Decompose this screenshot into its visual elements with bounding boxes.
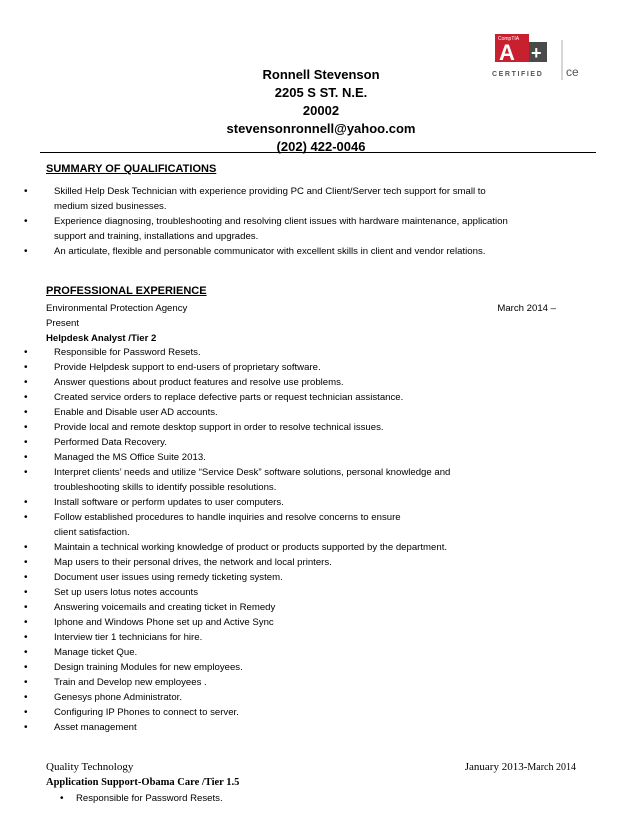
bullet-icon: • — [24, 216, 28, 227]
logo-a-letter: A — [499, 40, 515, 65]
job1-duty-item-line: Install software or perform updates to user computers. — [54, 497, 284, 508]
job1-duty-item — [24, 375, 450, 390]
job1-duty-item — [24, 360, 450, 375]
job1-duty-item — [24, 615, 450, 630]
bullet-icon: • — [24, 497, 28, 508]
bullet-icon: • — [24, 707, 28, 718]
job2-date — [465, 760, 576, 775]
job1-duty-item — [24, 705, 450, 720]
summary-item — [24, 244, 508, 259]
bullet-icon: • — [60, 793, 64, 804]
logo-comptia-text: CompTIA — [498, 36, 520, 42]
job1-duties-list — [24, 345, 451, 735]
job1-duty-item — [24, 450, 450, 465]
job1-duty-item-line: Interview tier 1 technicians for hire. — [54, 632, 203, 643]
bullet-icon: • — [24, 662, 28, 673]
bullet-icon: • — [24, 407, 28, 418]
bullet-icon: • — [24, 422, 28, 433]
job2-employer: Quality Technology — [46, 761, 134, 773]
job1-duty-item — [24, 645, 450, 660]
email-address[interactable]: stevensonronnell@yahoo.com — [226, 121, 416, 136]
job2-duties-list — [60, 791, 223, 806]
bullet-icon: • — [24, 557, 28, 568]
job1-duty-item — [24, 540, 450, 555]
candidate-name: Ronnell Stevenson — [262, 67, 380, 82]
job2-duty-item-line: Responsible for Password Resets. — [76, 793, 223, 804]
job1-duty-item — [24, 720, 450, 735]
bullet-icon: • — [24, 722, 28, 733]
job1-duty-item-line: Performed Data Recovery. — [54, 437, 167, 448]
job1-duty-item-line: Asset management — [54, 722, 137, 733]
bullet-icon: • — [24, 246, 28, 257]
bullet-icon: • — [24, 467, 28, 478]
job1-duty-item-line: Provide Helpdesk support to end-users of proprietary software. — [54, 362, 321, 373]
bullet-icon: • — [24, 587, 28, 598]
summary-item-line: An articulate, flexible and personable communicator with excellent skills in client and vendor relations. — [54, 246, 486, 257]
summary-item-line: Experience diagnosing, troubleshooting and resolving client issues with hardware maintenance, application — [54, 216, 508, 227]
job1-duty-item-line: Iphone and Windows Phone set up and Active Sync — [54, 617, 274, 628]
bullet-icon: • — [24, 392, 28, 403]
bullet-icon: • — [24, 347, 28, 358]
contact-header — [160, 66, 482, 156]
job1-duty-item-line: Genesys phone Administrator. — [54, 692, 182, 703]
job1-duty-item-line: Map users to their personal drives, the network and local printers. — [54, 557, 332, 568]
job1-duty-item — [24, 495, 450, 510]
phone-number: (202) 422-0046 — [276, 139, 366, 154]
job1-duty-item — [24, 435, 450, 450]
job1-duty-item — [24, 555, 450, 570]
logo-plus-sign: + — [531, 43, 542, 63]
job1-duty-item-line: Provide local and remote desktop support in order to resolve technical issues. — [54, 422, 384, 433]
job1-duty-item-line: Document user issues using remedy ticketing system. — [54, 572, 283, 583]
job1-duty-item-line: Created service orders to replace defective parts or request technician assistance. — [54, 392, 404, 403]
job1-duty-item — [24, 570, 450, 585]
job2-duty-item — [60, 791, 223, 806]
header-divider — [40, 152, 596, 153]
job1-duty-item — [24, 465, 451, 495]
bullet-icon: • — [24, 677, 28, 688]
bullet-icon: • — [24, 452, 28, 463]
job1-duty-item — [24, 510, 450, 540]
job2-date-start: January 2013- — [464, 761, 528, 773]
bullet-icon: • — [24, 617, 28, 628]
job1-duty-item-line: Design training Modules for new employees. — [54, 662, 243, 673]
comptia-a-plus-certified-logo — [489, 32, 589, 84]
bullet-icon: • — [24, 186, 28, 197]
summary-item — [24, 214, 508, 244]
bullet-icon: • — [24, 602, 28, 613]
bullet-icon: • — [24, 572, 28, 583]
summary-item — [24, 184, 508, 214]
job1-duty-item-line: Answering voicemails and creating ticket in Remedy — [54, 602, 276, 613]
logo-certified-text: CERTIFIED — [492, 71, 544, 78]
job1-duty-item-line: Interpret clients’ needs and utilize “Service Desk” software solutions, personal knowledge and — [54, 467, 451, 478]
job2-employer-row — [46, 760, 576, 775]
bullet-icon: • — [24, 377, 28, 388]
job2-role: Application Support-Obama Care /Tier 1.5 — [46, 777, 240, 788]
job1-present: Present — [46, 318, 80, 329]
summary-item-line: Skilled Help Desk Technician with experience providing PC and Client/Server tech support for small to — [54, 186, 486, 197]
job1-duty-item-line: Manage ticket Que. — [54, 647, 138, 658]
street-address: 2205 S ST. N.E. — [274, 85, 368, 100]
bullet-icon: • — [24, 632, 28, 643]
job1-duty-item — [24, 660, 450, 675]
job1-date: March 2014 – — [497, 303, 556, 314]
bullet-icon: • — [24, 362, 28, 373]
job1-duty-item-line: Managed the MS Office Suite 2013. — [54, 452, 206, 463]
job1-duty-item — [24, 585, 450, 600]
job1-duty-item — [24, 690, 450, 705]
summary-item-line: support and training, installations and upgrades. — [54, 231, 259, 242]
summary-heading: SUMMARY OF QUALIFICATIONS — [46, 163, 217, 175]
job1-duty-item-line: Set up users lotus notes accounts — [54, 587, 198, 598]
job1-employer: Environmental Protection Agency — [46, 303, 188, 314]
bullet-icon: • — [24, 542, 28, 553]
bullet-icon: • — [24, 512, 28, 523]
job2-date-end: March 2014 — [527, 762, 576, 773]
logo-ce-text: ce — [566, 65, 579, 79]
job1-duty-item-line: Responsible for Password Resets. — [54, 347, 201, 358]
job1-employer-row — [46, 301, 556, 331]
job1-duty-item-line: Follow established procedures to handle inquiries and resolve concerns to ensure — [54, 512, 401, 523]
job1-duty-item — [24, 600, 450, 615]
bullet-icon: • — [24, 647, 28, 658]
bullet-icon: • — [24, 437, 28, 448]
summary-item-line: medium sized businesses. — [54, 201, 167, 212]
zip-code: 20002 — [302, 103, 340, 118]
job1-duty-item — [24, 405, 450, 420]
job1-duty-item — [24, 345, 450, 360]
job1-duty-item — [24, 675, 450, 690]
job1-duty-item-line: Maintain a technical working knowledge of product or products supported by the department. — [54, 542, 448, 553]
bullet-icon: • — [24, 692, 28, 703]
job1-duty-item-line: Answer questions about product features and resolve use problems. — [54, 377, 344, 388]
job1-duty-item-line: Configuring IP Phones to connect to server. — [54, 707, 239, 718]
job1-role: Helpdesk Analyst /Tier 2 — [46, 333, 157, 344]
job1-duty-item-line: client satisfaction. — [54, 527, 130, 538]
experience-heading: PROFESSIONAL EXPERIENCE — [46, 285, 207, 297]
job1-duty-item — [24, 630, 450, 645]
job1-duty-item-line: Enable and Disable user AD accounts. — [54, 407, 218, 418]
summary-list — [24, 184, 508, 259]
job1-duty-item-line: troubleshooting skills to identify possible resolutions. — [54, 482, 277, 493]
job1-duty-item — [24, 390, 450, 405]
job1-duty-item — [24, 420, 450, 435]
job1-duty-item-line: Train and Develop new employees . — [54, 677, 207, 688]
